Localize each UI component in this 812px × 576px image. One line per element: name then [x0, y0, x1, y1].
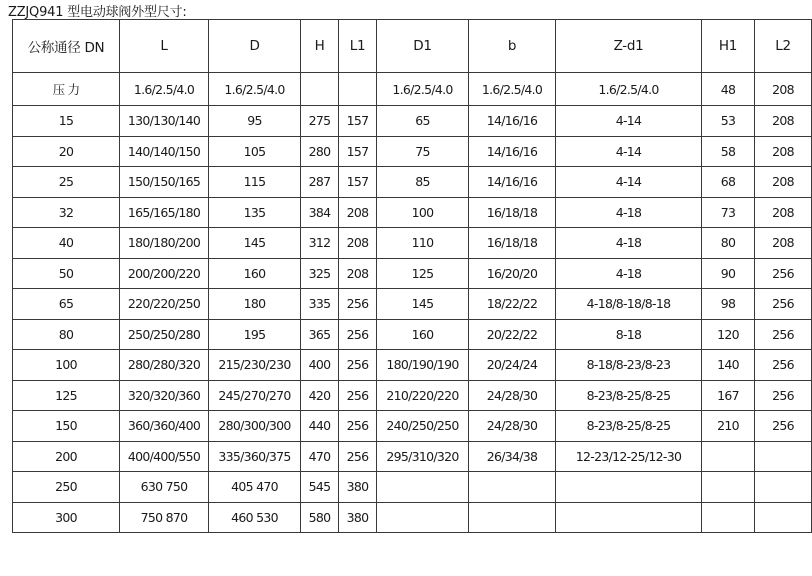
- cell-h: 365: [301, 319, 339, 350]
- cell-l: 750 870: [120, 502, 209, 533]
- cell-dn: 15: [13, 106, 120, 137]
- cell-l: 280/280/320: [120, 350, 209, 381]
- cell-b: 16/18/18: [469, 228, 556, 259]
- cell-d1: 210/220/220: [377, 380, 469, 411]
- cell-l1: 256: [339, 319, 377, 350]
- cell-d1: 240/250/250: [377, 411, 469, 442]
- table-row: [13, 289, 812, 320]
- cell-h: 384: [301, 197, 339, 228]
- cell-h1: 167: [702, 380, 755, 411]
- cell-d1: 65: [377, 106, 469, 137]
- cell-dn: 20: [13, 136, 120, 167]
- cell-l: 220/220/250: [120, 289, 209, 320]
- cell-l2: 208: [755, 73, 812, 106]
- cell-h: 470: [301, 441, 339, 472]
- cell-l: 130/130/140: [120, 106, 209, 137]
- cell-d1: 295/310/320: [377, 441, 469, 472]
- header-b: b: [469, 20, 556, 73]
- cell-l: 165/165/180: [120, 197, 209, 228]
- cell-l1: 157: [339, 136, 377, 167]
- cell-l1: 256: [339, 411, 377, 442]
- cell-h: 335: [301, 289, 339, 320]
- header-l2: L2: [755, 20, 812, 73]
- cell-l: 140/140/150: [120, 136, 209, 167]
- cell-z-d1: [556, 472, 702, 503]
- cell-b: 16/20/20: [469, 258, 556, 289]
- cell-d: 115: [209, 167, 301, 198]
- cell-l2: [755, 502, 812, 533]
- cell-h: 312: [301, 228, 339, 259]
- cell-d: 460 530: [209, 502, 301, 533]
- cell-l2: 208: [755, 197, 812, 228]
- cell-h1: 140: [702, 350, 755, 381]
- cell-l2: 208: [755, 136, 812, 167]
- cell-dn: 50: [13, 258, 120, 289]
- cell-z-d1: 4-14: [556, 167, 702, 198]
- cell-l: 400/400/550: [120, 441, 209, 472]
- cell-dn: 40: [13, 228, 120, 259]
- cell-b: 14/16/16: [469, 106, 556, 137]
- cell-l1: 256: [339, 380, 377, 411]
- cell-d1: 110: [377, 228, 469, 259]
- pressure-row: [13, 73, 812, 106]
- cell-z-d1: 8-18/8-23/8-23: [556, 350, 702, 381]
- cell-d1: 1.6/2.5/4.0: [377, 73, 469, 106]
- cell-z-d1: 8-18: [556, 319, 702, 350]
- cell-d: 180: [209, 289, 301, 320]
- cell-b: 20/24/24: [469, 350, 556, 381]
- cell-d: 145: [209, 228, 301, 259]
- cell-b: 16/18/18: [469, 197, 556, 228]
- cell-h1: 98: [702, 289, 755, 320]
- cell-l1: 208: [339, 228, 377, 259]
- cell-h1: [702, 472, 755, 503]
- header-l1: L1: [339, 20, 377, 73]
- cell-l1: 256: [339, 350, 377, 381]
- cell-h1: 210: [702, 411, 755, 442]
- table-row: [13, 441, 812, 472]
- header-d: D: [209, 20, 301, 73]
- table-row: [13, 319, 812, 350]
- cell-l2: 256: [755, 380, 812, 411]
- cell-l1: 380: [339, 472, 377, 503]
- cell-b: 24/28/30: [469, 411, 556, 442]
- cell-l: 180/180/200: [120, 228, 209, 259]
- cell-l1: 380: [339, 502, 377, 533]
- cell-b: 26/34/38: [469, 441, 556, 472]
- cell-l1: 157: [339, 106, 377, 137]
- cell-d: 335/360/375: [209, 441, 301, 472]
- cell-h1: 80: [702, 228, 755, 259]
- cell-h: 420: [301, 380, 339, 411]
- cell-h: [301, 73, 339, 106]
- cell-l2: 256: [755, 319, 812, 350]
- cell-dn: 200: [13, 441, 120, 472]
- cell-l: 200/200/220: [120, 258, 209, 289]
- cell-z-d1: 4-18/8-18/8-18: [556, 289, 702, 320]
- cell-h1: 68: [702, 167, 755, 198]
- header-l: L: [120, 20, 209, 73]
- cell-d1: 180/190/190: [377, 350, 469, 381]
- cell-h1: [702, 502, 755, 533]
- cell-l: 630 750: [120, 472, 209, 503]
- cell-l: 150/150/165: [120, 167, 209, 198]
- cell-dn: 150: [13, 411, 120, 442]
- table-row: [13, 472, 812, 503]
- table-row: [13, 136, 812, 167]
- cell-l2: 256: [755, 289, 812, 320]
- table-row: [13, 228, 812, 259]
- cell-dn: 300: [13, 502, 120, 533]
- cell-dn: 80: [13, 319, 120, 350]
- cell-d: 135: [209, 197, 301, 228]
- cell-z-d1: 12-23/12-25/12-30: [556, 441, 702, 472]
- cell-l1: 256: [339, 441, 377, 472]
- cell-h1: [702, 441, 755, 472]
- cell-l: 250/250/280: [120, 319, 209, 350]
- cell-z-d1: 4-14: [556, 136, 702, 167]
- cell-dn: 250: [13, 472, 120, 503]
- cell-h: 325: [301, 258, 339, 289]
- cell-d: 280/300/300: [209, 411, 301, 442]
- cell-b: 1.6/2.5/4.0: [469, 73, 556, 106]
- cell-b: 18/22/22: [469, 289, 556, 320]
- cell-d: 245/270/270: [209, 380, 301, 411]
- cell-dn: 100: [13, 350, 120, 381]
- cell-b: 24/28/30: [469, 380, 556, 411]
- header-row: [13, 20, 812, 73]
- cell-d: 105: [209, 136, 301, 167]
- table-row: [13, 197, 812, 228]
- cell-z-d1: 4-18: [556, 258, 702, 289]
- header-h: H: [301, 20, 339, 73]
- header-dn: 公称通径 DN: [13, 20, 120, 73]
- cell-d1: 75: [377, 136, 469, 167]
- cell-b: 14/16/16: [469, 167, 556, 198]
- cell-d1: 125: [377, 258, 469, 289]
- cell-d: 215/230/230: [209, 350, 301, 381]
- header-d1: D1: [377, 20, 469, 73]
- cell-h: 287: [301, 167, 339, 198]
- cell-z-d1: 1.6/2.5/4.0: [556, 73, 702, 106]
- cell-l1: 256: [339, 289, 377, 320]
- table-row: [13, 380, 812, 411]
- cell-h1: 58: [702, 136, 755, 167]
- cell-l2: 256: [755, 258, 812, 289]
- cell-b: [469, 502, 556, 533]
- cell-l2: 208: [755, 106, 812, 137]
- cell-z-d1: 4-18: [556, 228, 702, 259]
- cell-dn: 25: [13, 167, 120, 198]
- cell-z-d1: 4-14: [556, 106, 702, 137]
- cell-d1: 160: [377, 319, 469, 350]
- cell-b: 20/22/22: [469, 319, 556, 350]
- cell-l2: 208: [755, 167, 812, 198]
- cell-d: 160: [209, 258, 301, 289]
- cell-h: 275: [301, 106, 339, 137]
- cell-d: 195: [209, 319, 301, 350]
- cell-l: 360/360/400: [120, 411, 209, 442]
- table-row: [13, 258, 812, 289]
- cell-b: [469, 472, 556, 503]
- cell-h: 400: [301, 350, 339, 381]
- cell-d: 405 470: [209, 472, 301, 503]
- cell-b: 14/16/16: [469, 136, 556, 167]
- table-row: [13, 411, 812, 442]
- cell-l2: [755, 441, 812, 472]
- header-z-d1: Z-d1: [556, 20, 702, 73]
- cell-z-d1: 8-23/8-25/8-25: [556, 380, 702, 411]
- cell-d1: [377, 472, 469, 503]
- cell-dn: 32: [13, 197, 120, 228]
- cell-l2: [755, 472, 812, 503]
- cell-h: 545: [301, 472, 339, 503]
- cell-h: 280: [301, 136, 339, 167]
- cell-z-d1: 4-18: [556, 197, 702, 228]
- cell-l1: [339, 73, 377, 106]
- cell-h: 440: [301, 411, 339, 442]
- cell-l2: 208: [755, 228, 812, 259]
- cell-l1: 208: [339, 258, 377, 289]
- cell-dn: 压 力: [13, 73, 120, 106]
- cell-l2: 256: [755, 411, 812, 442]
- cell-d1: 85: [377, 167, 469, 198]
- cell-h1: 48: [702, 73, 755, 106]
- table-row: [13, 167, 812, 198]
- cell-h1: 53: [702, 106, 755, 137]
- cell-d: 95: [209, 106, 301, 137]
- cell-d1: 100: [377, 197, 469, 228]
- cell-z-d1: [556, 502, 702, 533]
- cell-l: 1.6/2.5/4.0: [120, 73, 209, 106]
- cell-h1: 90: [702, 258, 755, 289]
- cell-l: 320/320/360: [120, 380, 209, 411]
- cell-dn: 125: [13, 380, 120, 411]
- cell-d1: 145: [377, 289, 469, 320]
- cell-l1: 157: [339, 167, 377, 198]
- table-row: [13, 350, 812, 381]
- cell-l2: 256: [755, 350, 812, 381]
- table-row: [13, 502, 812, 533]
- cell-z-d1: 8-23/8-25/8-25: [556, 411, 702, 442]
- dimension-table: [12, 19, 812, 533]
- cell-d1: [377, 502, 469, 533]
- cell-h1: 73: [702, 197, 755, 228]
- page-title: ZZJQ941 型电动球阀外型尺寸:: [8, 5, 187, 20]
- cell-dn: 65: [13, 289, 120, 320]
- table-row: [13, 106, 812, 137]
- header-h1: H1: [702, 20, 755, 73]
- cell-l1: 208: [339, 197, 377, 228]
- cell-d: 1.6/2.5/4.0: [209, 73, 301, 106]
- cell-h1: 120: [702, 319, 755, 350]
- cell-h: 580: [301, 502, 339, 533]
